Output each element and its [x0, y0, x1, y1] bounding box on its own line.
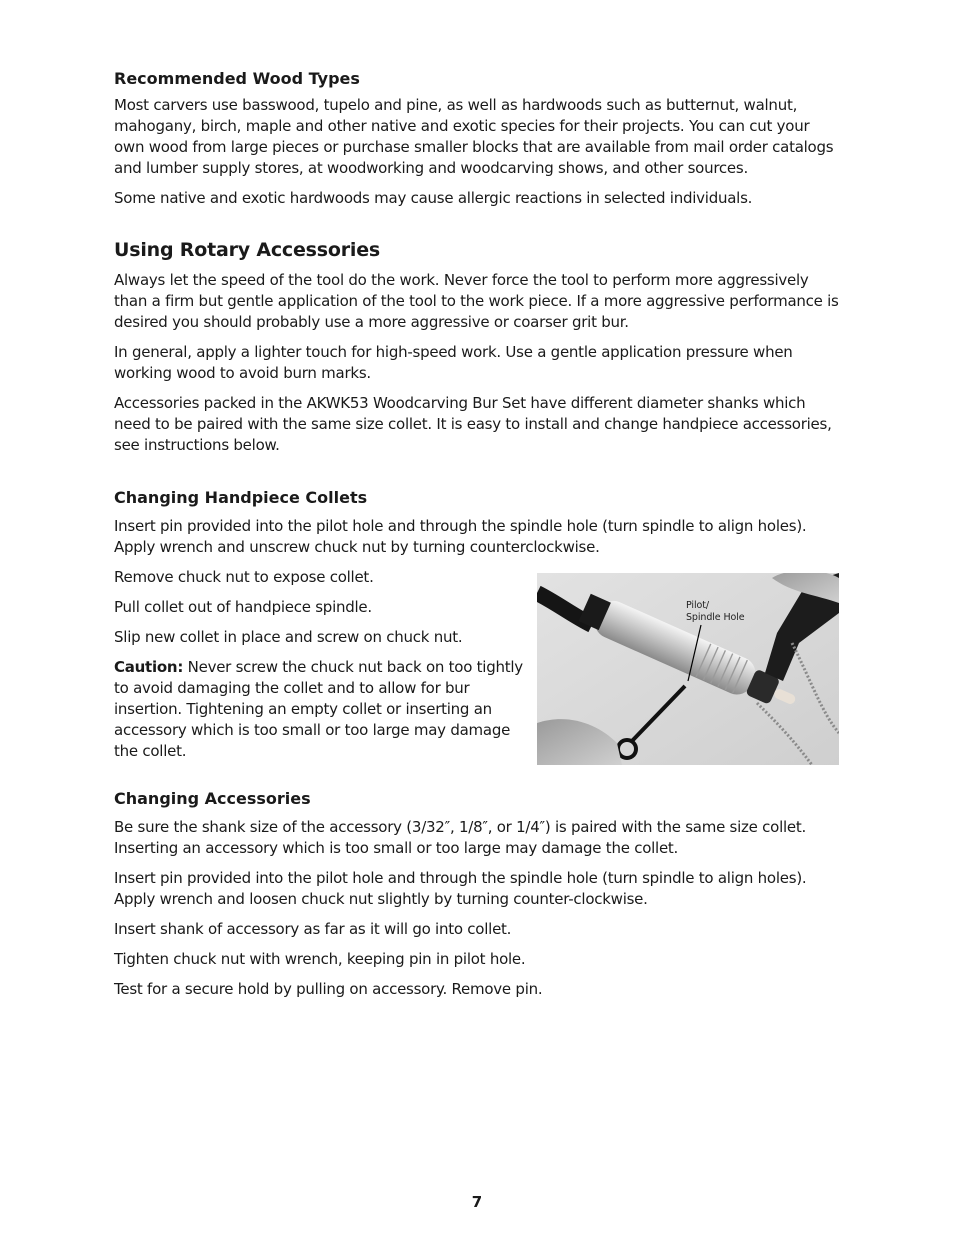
caution-label: Caution:	[114, 658, 184, 676]
wood-types-paragraph-2: Some native and exotic hardwoods may cause allergic reactions in selected individuals.	[114, 189, 753, 207]
callout-line-1: Pilot/	[686, 600, 709, 611]
rotary-paragraph-2: In general, apply a lighter touch for high-speed work. Use a gentle application pressure when working wood to avoid burn marks.	[114, 343, 793, 382]
handpiece-photo	[537, 573, 839, 765]
pilot-spindle-hole-callout	[686, 600, 745, 624]
changing-accessories-heading: Changing Accessories	[114, 789, 311, 808]
rotary-paragraph-1: Always let the speed of the tool do the work. Never force the tool to perform more aggressively than a firm but gentle application of the tool to the work piece. If a more aggressive performance is desired you should probably use a more aggressive or coarser grit bur.	[114, 271, 839, 331]
page-content	[114, 66, 840, 1009]
rotary-accessories-heading: Using Rotary Accessories	[114, 239, 381, 261]
accessories-paragraph-4: Tighten chuck nut with wrench, keeping pin in pilot hole.	[114, 950, 526, 968]
caution-text: Never screw the chuck nut back on too tightly to avoid damaging the collet and to allow for bur insertion. Tightening an empty collet or inserting an accessory which is too small or too large may damage the collet.	[114, 658, 523, 760]
handpiece-collets-heading: Changing Handpiece Collets	[114, 488, 368, 507]
accessories-paragraph-5: Test for a secure hold by pulling on accessory. Remove pin.	[114, 980, 543, 998]
collets-step-pull-collet: Pull collet out of handpiece spindle.	[114, 598, 372, 616]
accessories-paragraph-3: Insert shank of accessory as far as it will go into collet.	[114, 920, 512, 938]
page-number: 7	[471, 1193, 483, 1211]
wood-types-paragraph-1: Most carvers use basswood, tupelo and pine, as well as hardwoods such as butternut, walnut, mahogany, birch, maple and other native and exotic species for their projects. You can cut your own wood from large pieces or purchase smaller blocks that are available from mail order catalogs and lumber supply stores, at woodworking and woodcarving shows, and other sources.	[114, 96, 834, 177]
rotary-paragraph-3: Accessories packed in the AKWK53 Woodcarving Bur Set have different diameter shanks which need to be paired with the same size collet. It is easy to install and change handpiece accessories, see instructions below.	[114, 394, 832, 454]
collets-step-slip-new: Slip new collet in place and screw on chuck nut.	[114, 628, 463, 646]
accessories-paragraph-2: Insert pin provided into the pilot hole and through the spindle hole (turn spindle to align holes). Apply wrench and loosen chuck nut slightly by turning counter-clockwise.	[114, 869, 807, 908]
accessories-paragraph-1: Be sure the shank size of the accessory (3/32″, 1/8″, or 1/4″) is paired with the same size collet. Inserting an accessory which is too small or too large may damage the collet.	[114, 818, 807, 857]
callout-line-2: Spindle Hole	[686, 612, 745, 623]
collets-paragraph-1: Insert pin provided into the pilot hole and through the spindle hole (turn spindle to align holes). Apply wrench and unscrew chuck nut by turning counterclockwise.	[114, 517, 807, 556]
caution-paragraph	[114, 657, 534, 762]
collets-step-remove-nut: Remove chuck nut to expose collet.	[114, 568, 374, 586]
collets-steps	[114, 567, 534, 762]
wood-types-heading: Recommended Wood Types	[114, 69, 360, 88]
collets-steps-with-photo	[114, 567, 840, 762]
